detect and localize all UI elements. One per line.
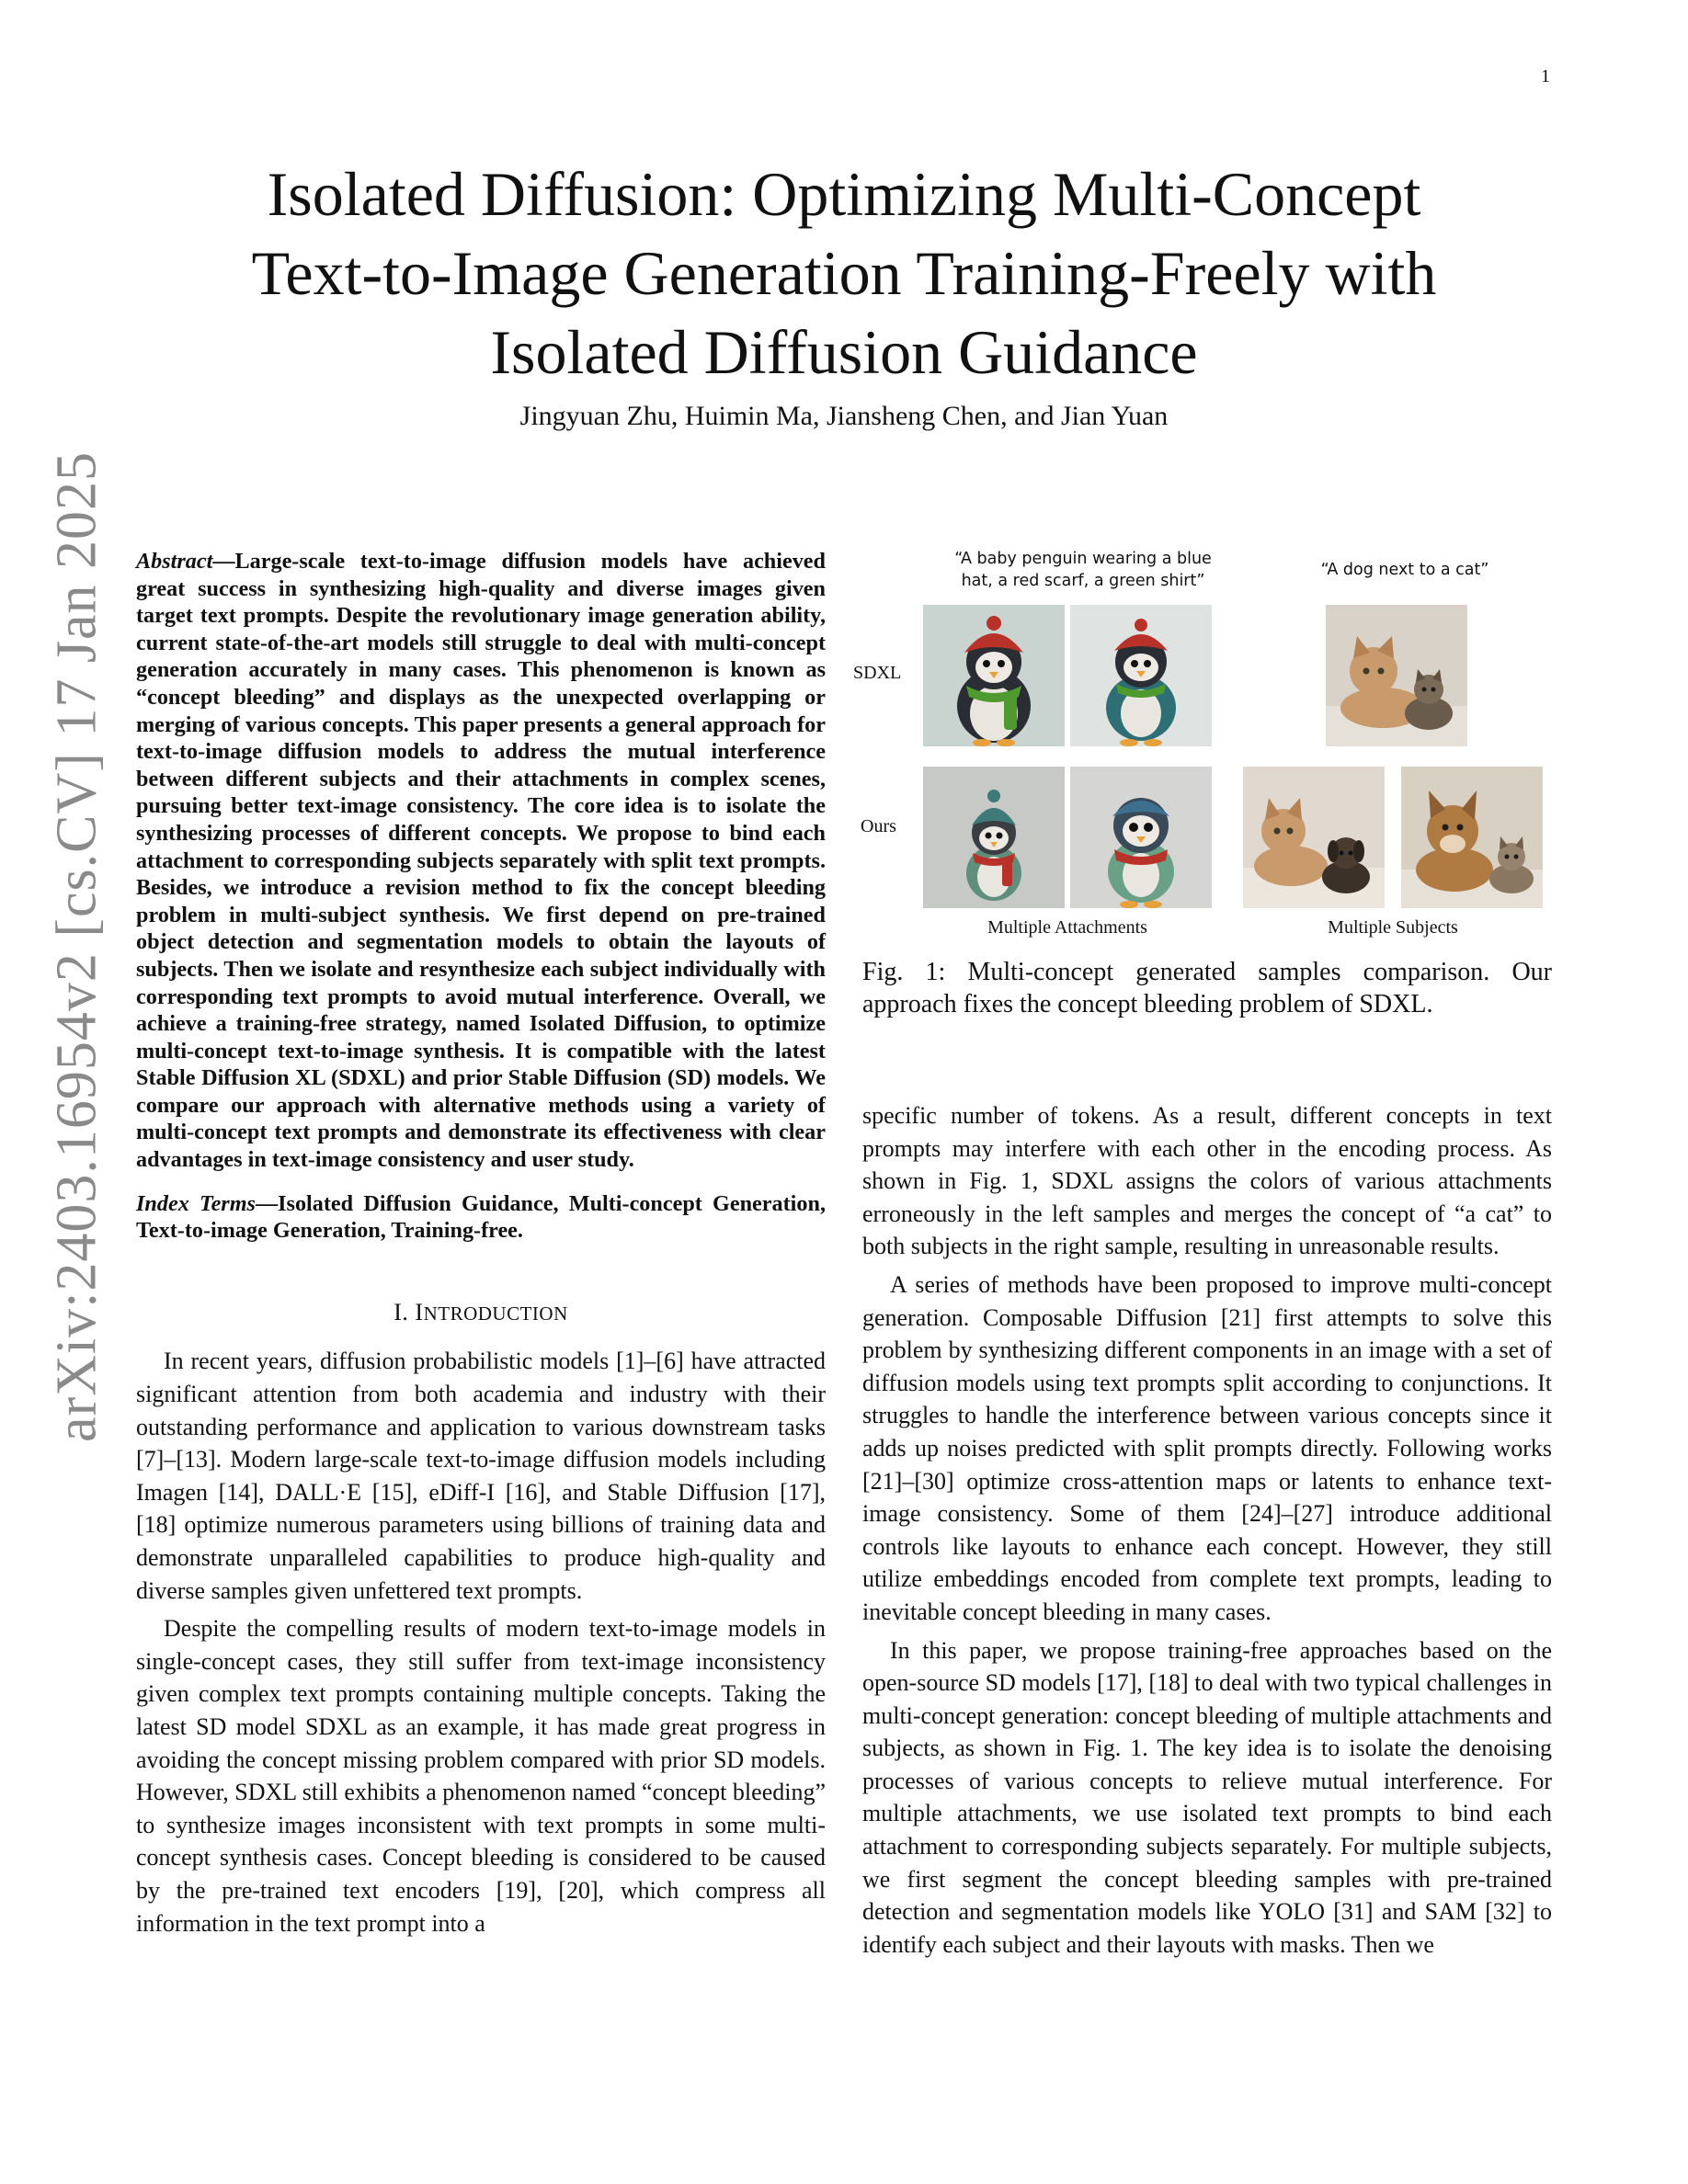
figure-caption: Fig. 1: Multi-concept generated samples comparison. Our approach fixes the concept bleeding problem of SDXL. [862,958,1552,1018]
author-list: Jingyuan Zhu, Huimin Ma, Jiansheng Chen, and Jian Yuan [519,401,1169,431]
paragraph: Despite the compelling results of modern text-to-image models in single-concept cases, they still suffer from text-image inconsistency given complex text prompts containing multiple concepts. Taking the latest SD model SDXL as an example, it has made great progress in avoiding the concept missing problem compared with prior SD models. However, SDXL still exhibits a phenomenon named “concept bleeding” to synthesize images inconsistent with text prompts in some multi-concept synthesis cases. Concept bleeding is considered to be caused by the pre-trained text encoders [19], [20], which compress all information in the text prompt into a [136,1615,826,1937]
paragraph: In this paper, we propose training-free approaches based on the open-source SD models [17], [18] to deal with two typical challenges in multi-concept generation: concept bleeding of multiple attachments and subjects, as shown in Fig. 1. The key idea is to isolate the denoising processes of various concepts to relieve mutual interference. For multiple attachments, we use isolated text prompts to bind each attachment to corresponding subjects separately. For multiple subjects, we first segment the concept bleeding samples with pre-trained detection and segmentation models like YOLO [31] and SAM [32] to identify each subject and their layouts with masks. Then we [862,1636,1552,1958]
prompt-line: hat, a red scarf, a green shirt” [961,572,1205,590]
sdxl-penguin-image-1 [923,605,1065,746]
index-terms [136,1190,826,1245]
row-label-sdxl: SDXL [853,663,902,683]
abstract [136,548,826,1174]
title-line: Isolated Diffusion Guidance [490,317,1198,387]
ours-dog-cat-image-1 [1243,767,1385,908]
sdxl-dog-cat-image [1326,605,1467,746]
paragraph: A series of methods have been proposed to improve multi-concept generation. Composable Diffusion [21] first attempts to solve this problem by synthesizing different components in an image with a set of diffusion models using text prompts split according to conjunctions. It struggles to handle the interference between various concepts since it adds up noises predicted with split prompts directly. Following works [21]–[30] optimize cross-attention maps or latents to enhance text-image consistency. Some of them [24]–[27] introduce additional controls like layouts to enhance each concept. However, they still utilize embeddings encoded from complete text prompts, leading to inevitable concept bleeding in many cases. [862,1270,1552,1625]
prompt-line: “A baby penguin wearing a blue [954,550,1212,568]
figure-prompt-penguin [927,548,1239,592]
section-heading-introduction [136,1296,826,1331]
paragraph: In recent years, diffusion probabilistic models [1]–[6] have attracted significant attention from both academia and industry with their outstanding performance and application to various downstream tasks [7]–[13]. Modern large-scale text-to-image diffusion models including Imagen [14], DALL·E [15], eDiff-I [16], and Stable Diffusion [17], [18] optimize numerous parameters using billions of training data and demonstrate unparalleled capabilities to produce high-quality and diverse samples given unfettered text prompts. [136,1348,826,1604]
abstract-lead: Abstract [136,549,213,574]
index-terms-text: —Isolated Diffusion Guidance, Multi-concept Generation, Text-to-image Generation, Training-free. [136,1190,826,1244]
row-label-ours: Ours [861,816,896,836]
left-column [136,548,826,1945]
paper-title [147,154,1541,392]
title-line: Isolated Diffusion: Optimizing Multi-Concept [267,159,1421,229]
paragraph: specific number of tokens. As a result, different concepts in text prompts may interfere with each other in the encoding process. As shown in Fig. 1, SDXL assigns the colors of various attachments erroneously in the left samples and merges the concept of “a cat” to both subjects in the right sample, resulting in unreasonable results. [862,1102,1552,1260]
section-title-rest: NTRODUCTION [423,1302,568,1325]
right-column [862,1099,1552,1966]
ours-dog-cat-image-2 [1401,767,1543,908]
section-number: I. I [393,1298,424,1325]
arxiv-identifier: arXiv:2403.16954v2 [cs.CV] 17 Jan 2025 [45,450,108,1443]
title-line: Text-to-Image Generation Training-Freely with [251,238,1437,308]
column-label-multiple-attachments: Multiple Attachments [987,917,1147,938]
column-label-multiple-subjects: Multiple Subjects [1328,917,1458,938]
index-terms-lead: Index Terms [136,1190,256,1216]
ours-penguin-image-1 [923,767,1065,908]
sdxl-penguin-image-2 [1070,605,1212,746]
figure-prompt-dog-cat: “A dog next to a cat” [1320,561,1489,579]
abstract-text: —Large-scale text-to-image diffusion models have achieved great success in synthesizing high-quality and diverse images given target text prompts. Despite the revolutionary image generation ability, current state-of-the-art models still struggle to deal with multi-concept generation accurately in many cases. This phenomenon is known as “concept bleeding” and displays as the unexpected overlapping or merging of various concepts. This paper presents a general approach for text-to-image diffusion models to address the mutual interference between different subjects and their attachments in complex scenes, pursuing better text-image consistency. The core idea is to isolate the synthesizing processes of different concepts. We propose to bind each attachment to corresponding subjects separately with split text prompts. Besides, we introduce a revision method to fix the concept bleeding problem in multi-subject synthesis. We first depend on pre-trained object detection and segmentation models to obtain the layouts of subjects. Then we isolate and resynthesize each subject individually with corresponding text prompts to avoid mutual interference. Overall, we achieve a training-free strategy, named Isolated Diffusion, to optimize multi-concept text-to-image synthesis. It is compatible with the latest Stable Diffusion XL (SDXL) and prior Stable Diffusion (SD) models. We compare our approach with alternative methods using a variety of multi-concept text prompts and demonstrate its effectiveness with clear advantages in text-image consistency and user study. [136,549,826,1173]
page-number: 1 [1541,66,1550,86]
ours-penguin-image-2 [1070,767,1212,908]
